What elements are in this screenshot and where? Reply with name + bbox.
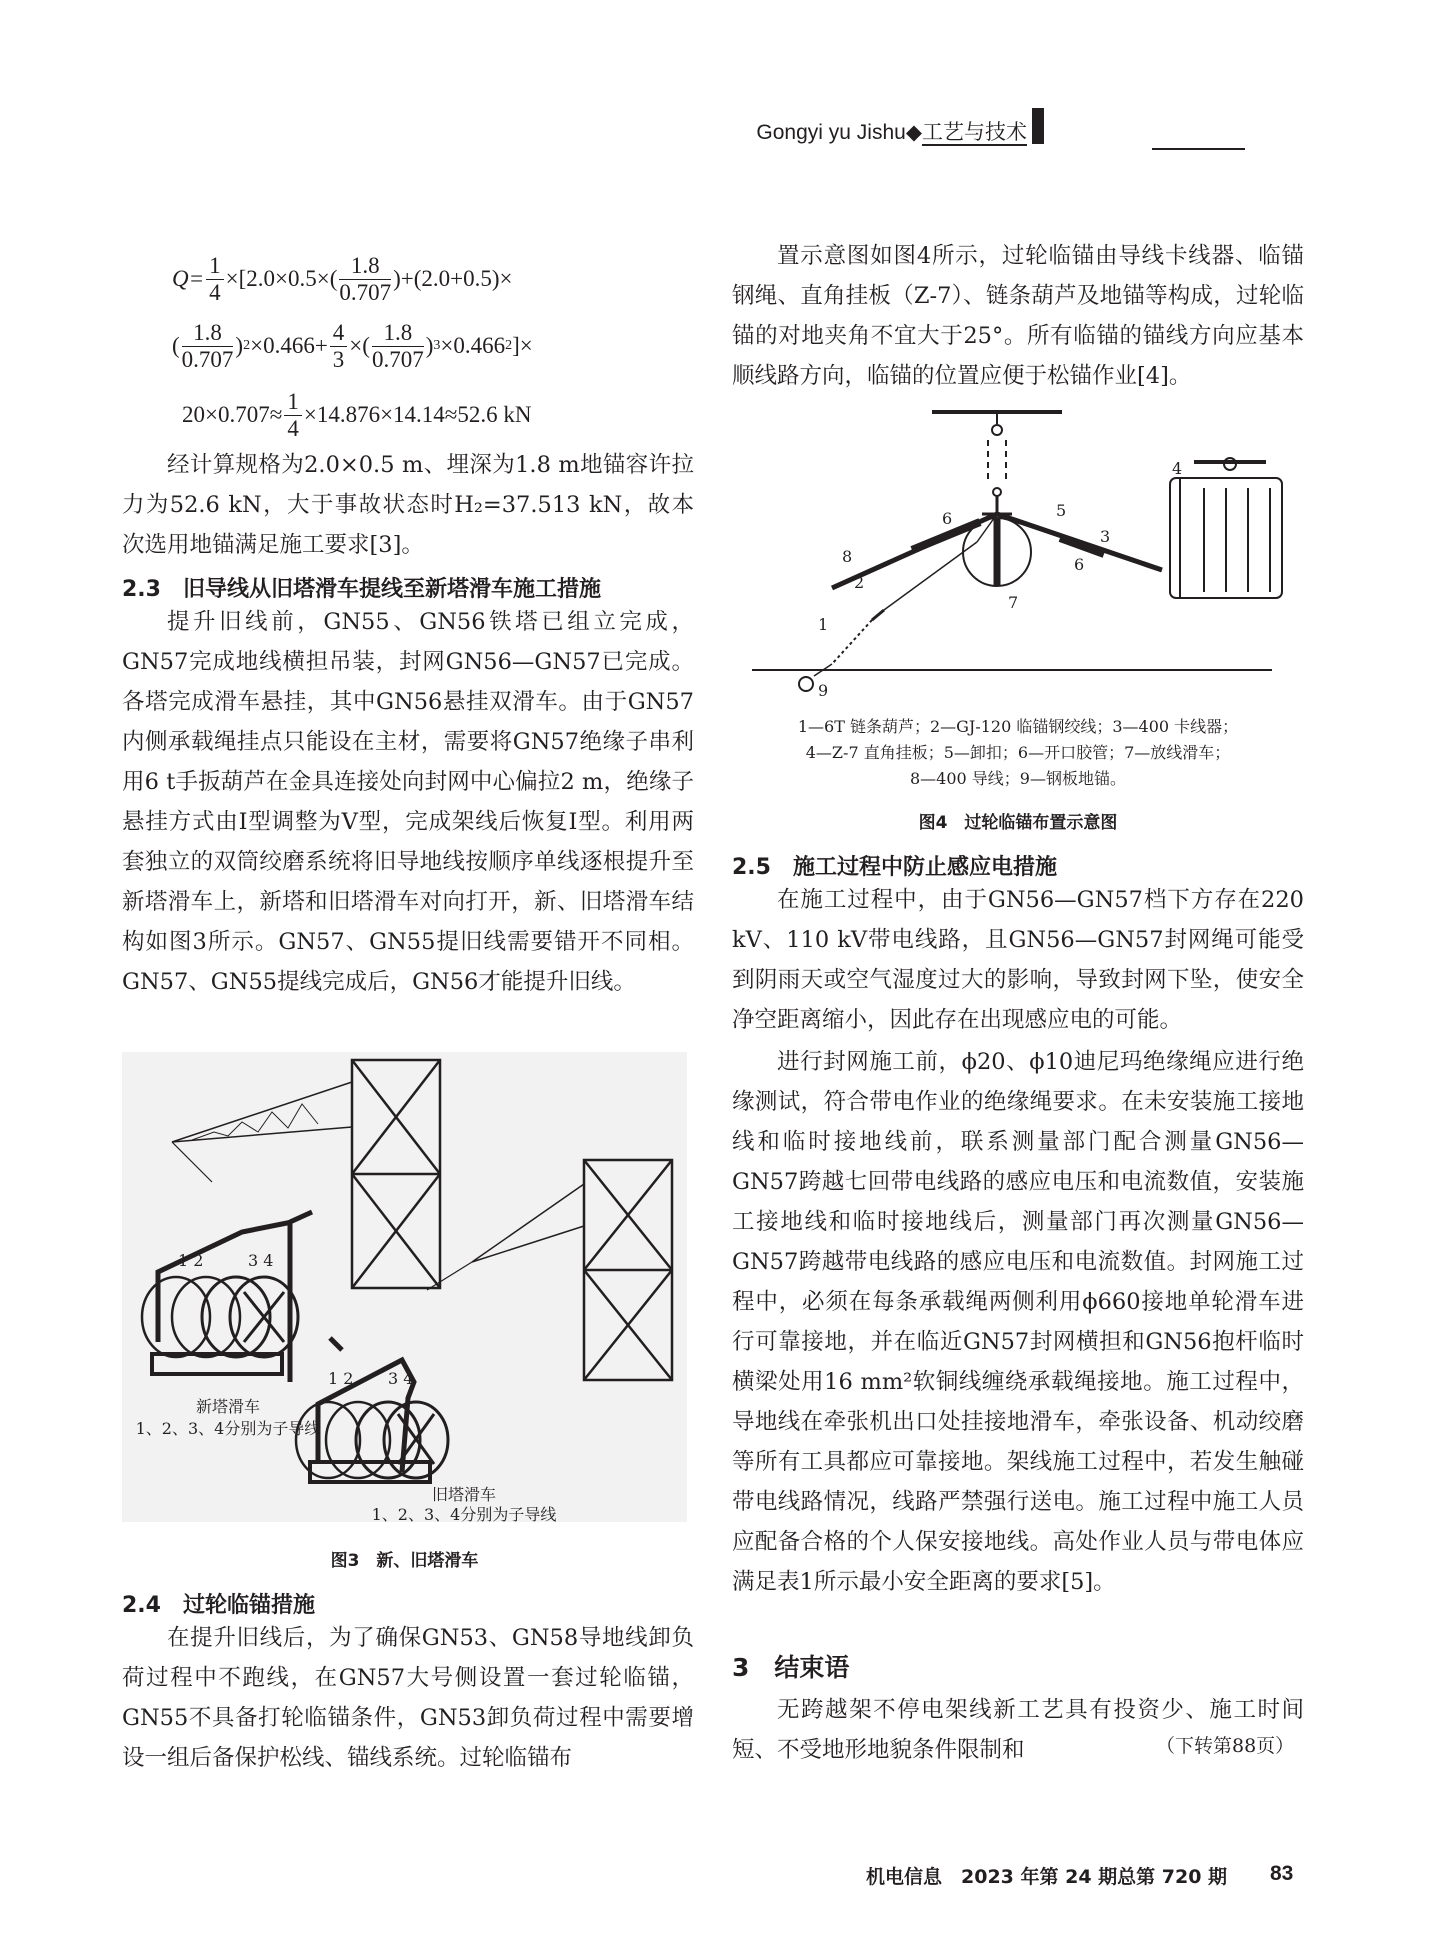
header-section: 工艺与技术 (922, 121, 1027, 144)
fig4-label-4: 4 (1172, 459, 1183, 478)
fig4-label-8: 8 (842, 547, 853, 566)
equation-line-1: Q= $\frac{1}{4}$ × [2.0×0.5×( $\frac{1.8}{0.707}$ )+(2.0+0.5)× (172, 252, 513, 305)
right-para-1: 置示意图如图4所示，过轮临锚由导线卡线器、临锚钢绳、直角挂板（Z-7）、链条葫芦及地锚等构成，过轮临锚的对地夹角不宜大于25°。所有临锚的锚线方向应基本顺线路方向，临锚的位置应便于松锚作业[4]。 (732, 243, 1304, 389)
equation-line-2: ( $\frac{1.8}{0.707}$ ) 2 ×0.466+ $\frac{4}{3}$ × ( $\frac{1.8}{0.707}$ ) 3 ×0.466 2 ]× (172, 319, 533, 372)
footer-journal: 机电信息 2023 年第 24 期总第 720 期 (866, 1866, 1228, 1888)
running-header (756, 116, 1027, 146)
fig4-label-7: 7 (1008, 593, 1019, 612)
fig3-nums-new-a: 1 2 (178, 1251, 204, 1270)
fig4-legend-1: 1—6T 链条葫芦；2—GJ-120 临锚钢绞线；3—400 卡线器； (797, 717, 1239, 736)
heading-2-5: 2.5 施工过程中防止感应电措施 (732, 855, 1057, 880)
header-pinyin: Gongyi yu Jishu (756, 121, 906, 144)
figure-3-drawing (122, 1052, 687, 1522)
fig4-label-5: 5 (1056, 501, 1067, 520)
right-para-3: 进行封网施工前，ϕ20、ϕ10迪尼玛绝缘绳应进行绝缘测试，符合带电作业的绝缘绳要求。在未安装施工接地线和临时接地线前，联系测量部门配合测量GN56—GN57跨越七回带电线路的感应电压和电流数值，安装施工接地线和临时接地线后，测量部门再次测量GN56—GN57跨越带电线路的感应电压和电流数值。封网施工过程中，必须在每条承载绳两侧利用ϕ660接地单轮滑车进行可靠接地，并在临近GN57封网横担和GN56抱杆临时横梁处用16 mm²软铜线缠绕承载绳接地。施工过程中，导地线在牵张机出口处挂接地滑车，牵张设备、机动绞磨等所有工具都应可靠接地。架线施工过程中，若发生触碰带电线路情况，线路严禁强行送电。施工过程中施工人员应配备合格的个人保安接地线。高处作业人员与带电体应满足表1所示最小安全距离的要求[5]。 (732, 1049, 1304, 1595)
equation-line-3: 20×0.707≈ $\frac{1}{4}$ ×14.876×14.14≈52.6 kN (182, 388, 532, 441)
right-para-4: 无跨越架不停电架线新工艺具有投资少、施工时间短、不受地形地貌条件限制和 (732, 1697, 1304, 1763)
heading-2-4: 2.4 过轮临锚措施 (122, 1593, 315, 1618)
heading-3: 3 结束语 (732, 1653, 850, 1682)
continued-note: （下转第88页） (1156, 1735, 1295, 1757)
fig4-label-1: 1 (818, 615, 829, 634)
fig3-new-sub: 1、2、3、4分别为子导线 (135, 1419, 321, 1438)
fig3-new-label: 新塔滑车 (195, 1397, 261, 1416)
fig4-label-3: 3 (1100, 527, 1111, 546)
fig4-label-2: 2 (854, 573, 865, 592)
figure-4-drawing (732, 402, 1304, 702)
fig3-old-label: 旧塔滑车 (431, 1485, 497, 1504)
fig3-old-sub: 1、2、3、4分别为子导线 (371, 1505, 557, 1522)
header-bar (1032, 108, 1044, 144)
fig3-nums-old-b: 3 4 (388, 1369, 414, 1388)
header-diamond: ◆ (905, 121, 922, 144)
left-para-1: 经计算规格为2.0×0.5 m、埋深为1.8 m地锚容许拉力为52.6 kN，大于事故状态时H₂=37.513 kN，故本次选用地锚满足施工要求[3]。 (122, 452, 694, 558)
heading-2-3: 2.3 旧导线从旧塔滑车提线至新塔滑车施工措施 (122, 577, 601, 602)
fig3-nums-new-b: 3 4 (248, 1251, 274, 1270)
figure-3-caption: 图3 新、旧塔滑车 (330, 1551, 479, 1571)
figure-4-legend (732, 714, 1304, 792)
figure-3 (122, 1052, 687, 1522)
header-rule (1152, 148, 1245, 150)
fig4-legend-3: 8—400 导线；9—钢板地锚。 (910, 769, 1126, 788)
right-para-2: 在施工过程中，由于GN56—GN57档下方存在220 kV、110 kV带电线路，且GN56—GN57封网绳可能受到阴雨天或空气湿度过大的影响，导致封网下坠，使安全净空距离缩小，因此存在出现感应电的可能。 (732, 887, 1304, 1033)
figure-4 (732, 402, 1304, 702)
fig4-label-9: 9 (818, 681, 829, 700)
figure-4-caption: 图4 过轮临锚布置示意图 (918, 813, 1118, 833)
fig4-label-6a: 6 (942, 509, 953, 528)
equation-block (172, 248, 732, 448)
fig4-label-6b: 6 (1074, 555, 1085, 574)
left-para-2: 提升旧线前，GN55、GN56铁塔已组立完成，GN57完成地线横担吊装，封网GN56—GN57已完成。各塔完成滑车悬挂，其中GN56悬挂双滑车。由于GN57内侧承载绳挂点只能设在主材，需要将GN57绝缘子串利用6 t手扳葫芦在金具连接处向封网中心偏拉2 m，绝缘子悬挂方式由I型调整为V型，完成架线后恢复I型。利用两套独立的双筒绞磨系统将旧导地线按顺序单线逐根提升至新塔滑车上，新塔和旧塔滑车对向打开，新、旧塔滑车结构如图3所示。GN57、GN55提旧线需要错开不同相。GN57、GN55提线完成后，GN56才能提升旧线。 (122, 609, 694, 995)
footer-page-number: 83 (1270, 1862, 1294, 1885)
left-para-3: 在提升旧线后，为了确保GN53、GN58导地线卸负荷过程中不跑线，在GN57大号侧设置一套过轮临锚，GN55不具备打轮临锚条件，GN53卸负荷过程中需要增设一组后备保护松线、锚线系统。过轮临锚布 (122, 1625, 694, 1771)
fig4-legend-2: 4—Z-7 直角挂板；5—卸扣；6—开口胶管；7—放线滑车； (805, 743, 1231, 762)
fig3-nums-old-a: 1 2 (328, 1369, 354, 1388)
